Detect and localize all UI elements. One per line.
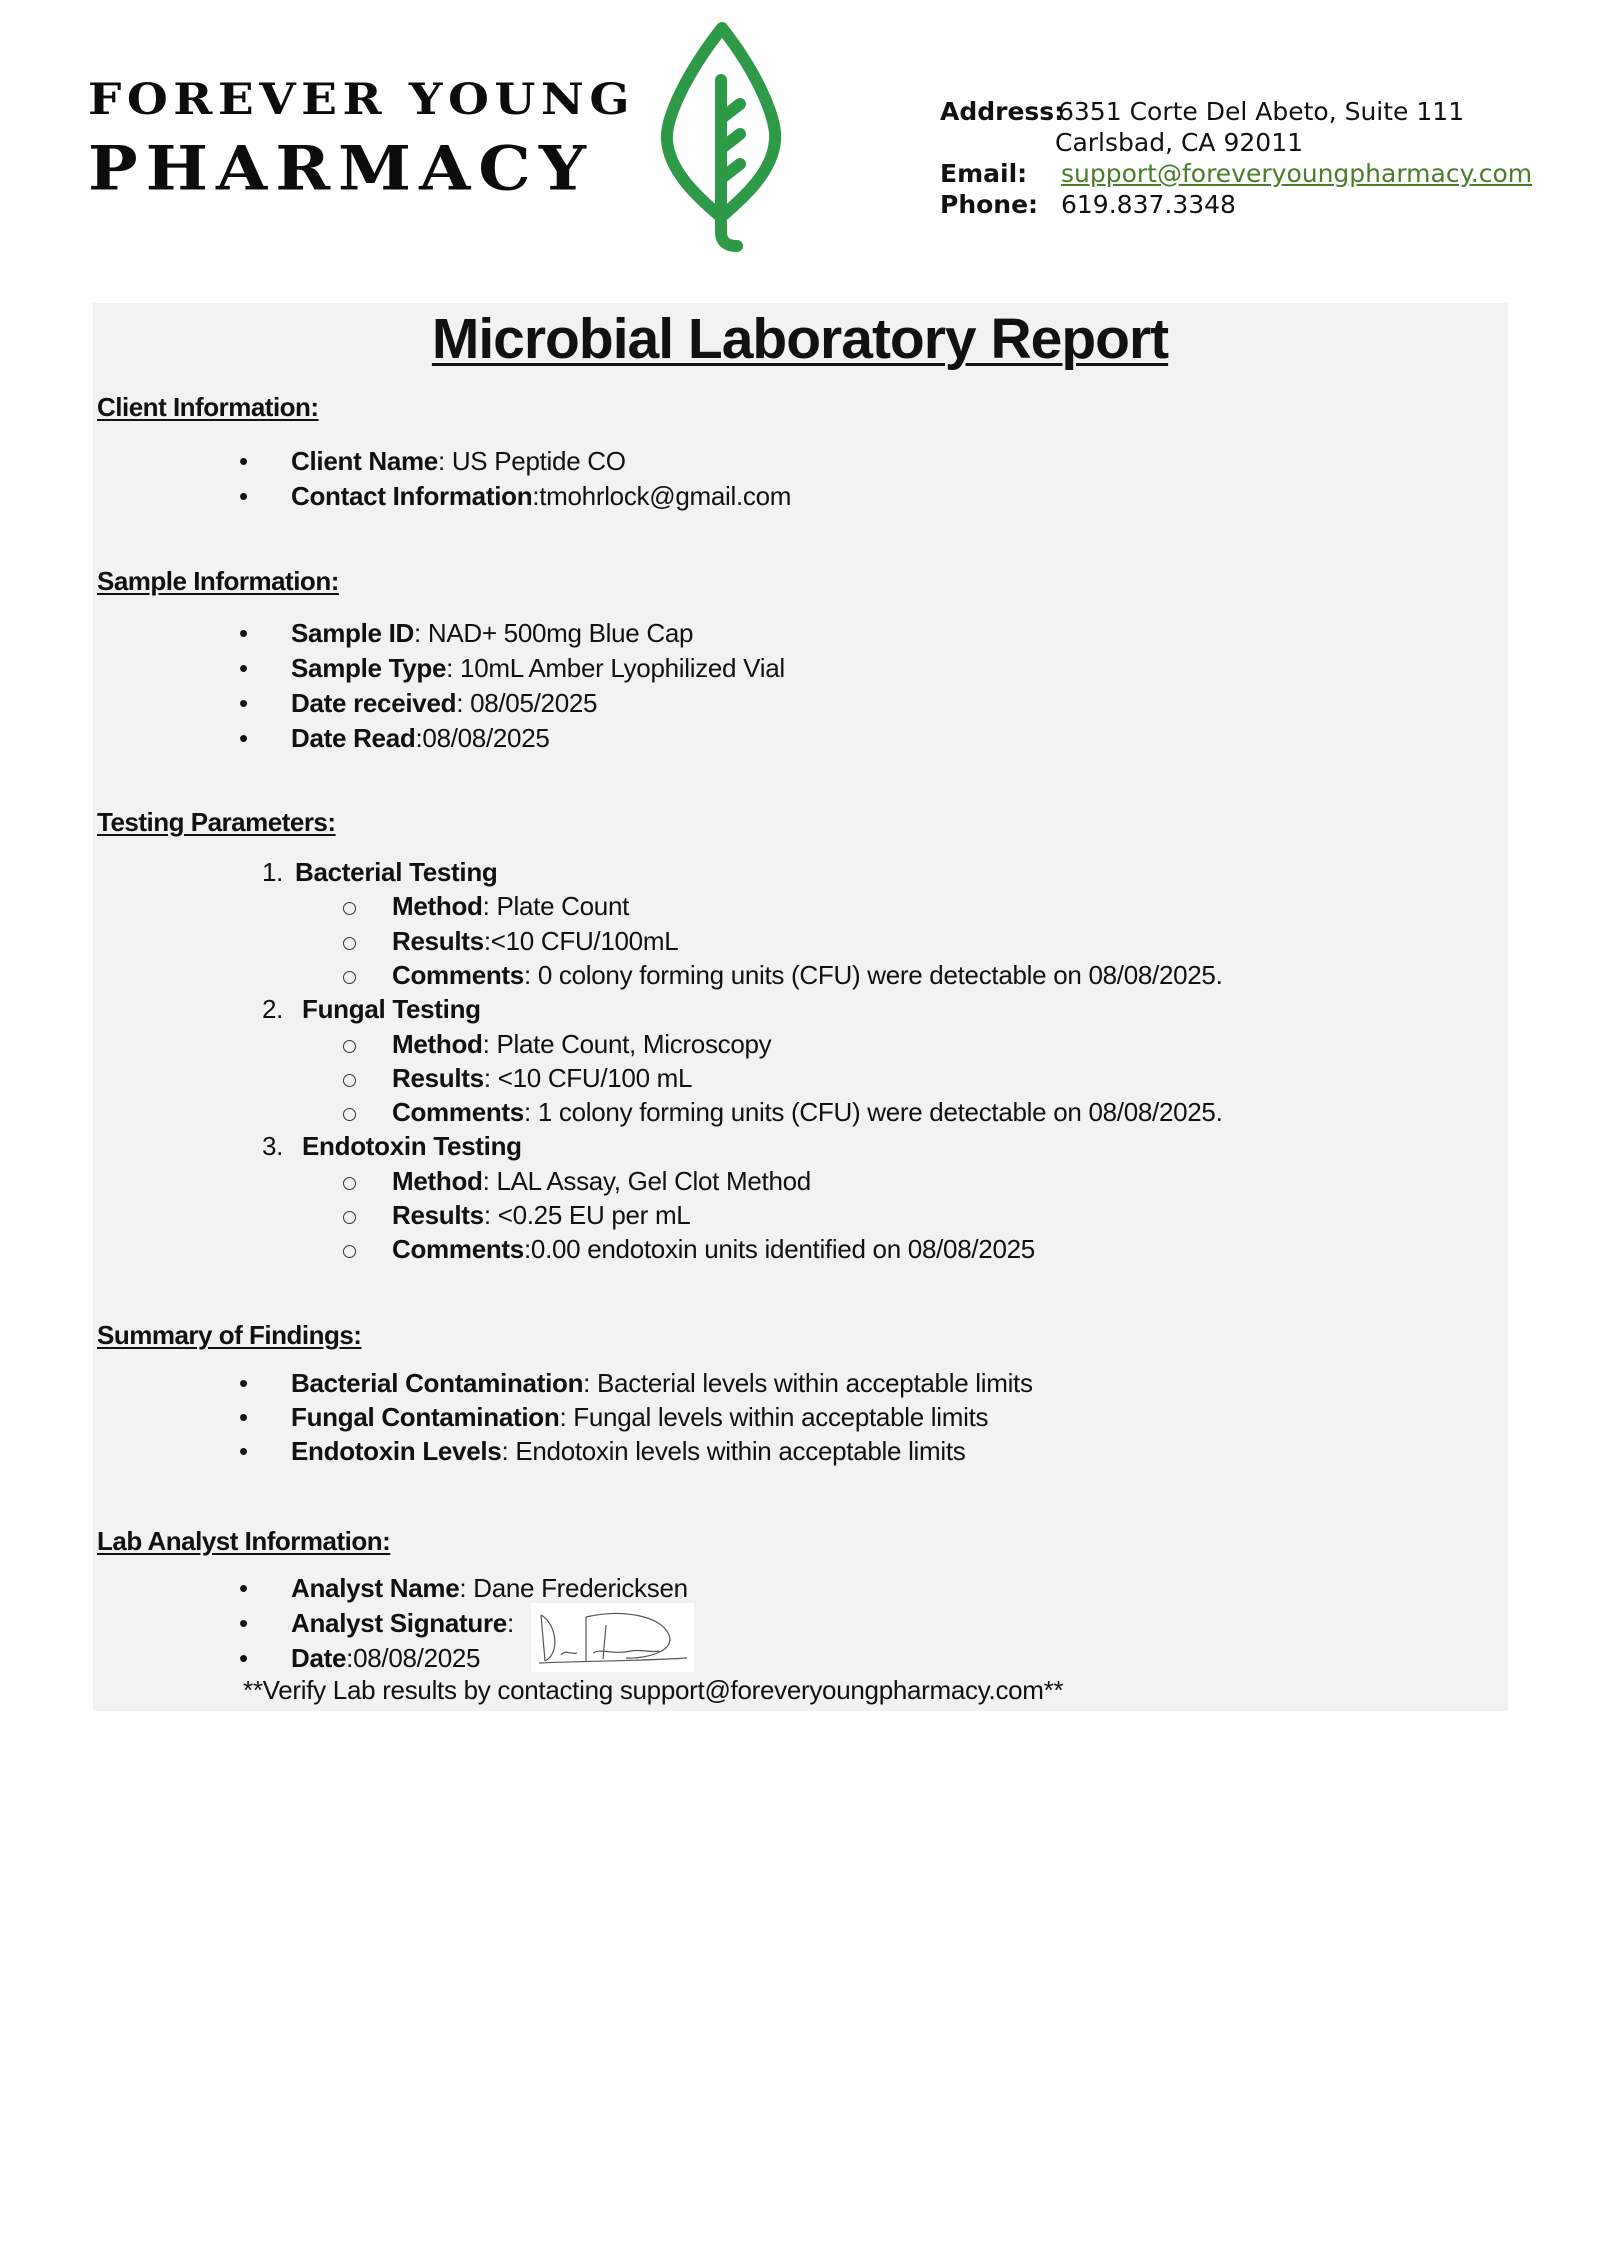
item-value: 08/08/2025 (353, 1643, 481, 1673)
detail-value: <10 CFU/100mL (490, 925, 679, 956)
client-info-item (291, 481, 791, 511)
item-value: US Peptide CO (451, 446, 626, 476)
detail-label: Comments (392, 1097, 524, 1128)
detail-label: Method (392, 891, 483, 922)
item-separator: : (415, 723, 423, 753)
circle-bullet-icon (343, 1211, 356, 1224)
verify-note: **Verify Lab results by contacting support@foreveryoungpharmacy.com** (243, 1675, 1064, 1705)
detail-separator: : (483, 1062, 498, 1093)
item-separator: : (346, 1643, 354, 1673)
item-value: 08/05/2025 (470, 688, 598, 718)
analyst-signature-image (531, 1603, 694, 1672)
detail-separator: : (482, 1028, 497, 1059)
detail-value: Plate Count, Microscopy (496, 1028, 772, 1059)
sample-info-item (291, 618, 693, 648)
bullet-icon: • (239, 1573, 249, 1603)
item-label: Analyst Signature (291, 1608, 507, 1638)
circle-bullet-icon (343, 937, 356, 950)
logo-text-forever-young: FOREVER YOUNG (88, 74, 635, 125)
detail-value: 1 colony forming units (CFU) were detectable on 08/08/2025. (537, 1097, 1223, 1128)
item-separator: : (501, 1436, 516, 1466)
test-name: Bacterial Testing (295, 857, 498, 887)
item-separator: : (414, 618, 428, 648)
item-separator: : (437, 446, 452, 476)
detail-value: <10 CFU/100 mL (497, 1062, 693, 1093)
detail-value: 0.00 endotoxin units identified on 08/08/2025 (530, 1234, 1035, 1265)
detail-value: LAL Assay, Gel Clot Method (496, 1165, 811, 1196)
item-value: Endotoxin levels within acceptable limits (515, 1436, 966, 1466)
item-separator: : (506, 1608, 514, 1638)
page-title: Microbial Laboratory Report (431, 307, 1169, 371)
circle-bullet-icon (343, 1108, 356, 1121)
bullet-icon: • (239, 1436, 249, 1466)
detail-label: Results (392, 1062, 484, 1093)
bullet-icon: • (239, 653, 249, 683)
bullet-icon: • (239, 446, 249, 476)
detail-separator: : (482, 891, 497, 922)
sample-info-item (291, 688, 597, 718)
detail-label: Method (392, 1028, 483, 1059)
item-separator: : (532, 481, 540, 511)
summary-item (291, 1436, 965, 1466)
circle-bullet-icon (343, 1074, 356, 1087)
detail-label: Results (392, 925, 484, 956)
bullet-icon: • (239, 481, 249, 511)
summary-item (291, 1368, 1033, 1398)
detail-label: Method (392, 1165, 483, 1196)
test-detail-row (392, 1234, 1035, 1264)
item-label: Analyst Name (291, 1573, 460, 1603)
item-label: Contact Information (291, 481, 533, 511)
sample-info-item (291, 653, 785, 683)
test-detail-row (392, 926, 678, 956)
sample-info-item (291, 723, 550, 753)
test-detail-row (392, 1200, 690, 1230)
section-heading-analyst: Lab Analyst Information: (97, 1526, 391, 1556)
item-value: 10mL Amber Lyophilized Vial (460, 653, 785, 683)
phone-number: 619.837.3348 (1061, 190, 1236, 219)
bullet-icon: • (239, 723, 249, 753)
item-separator: : (583, 1368, 598, 1398)
client-info-item (291, 446, 626, 476)
bullet-icon: • (239, 1402, 249, 1432)
section-heading-summary: Summary of Findings: (97, 1320, 362, 1350)
item-separator: : (446, 653, 461, 683)
item-value: NAD+ 500mg Blue Cap (427, 618, 694, 648)
leaf-logo-icon (655, 20, 795, 260)
phone-label: Phone: (940, 190, 1039, 219)
detail-separator: : (483, 1200, 498, 1230)
item-label: Date received (291, 688, 457, 718)
item-value: Dane Fredericksen (473, 1573, 688, 1603)
item-separator: : (459, 1573, 474, 1603)
section-heading-testing: Testing Parameters: (97, 807, 336, 837)
detail-separator: : (523, 959, 538, 990)
bullet-icon: • (239, 1643, 249, 1673)
test-detail-row (392, 1029, 771, 1059)
item-value: Bacterial levels within acceptable limits (597, 1368, 1033, 1398)
item-label: Endotoxin Levels (291, 1436, 502, 1466)
address-label: Address: (940, 97, 1065, 126)
item-label: Date Read (291, 723, 416, 753)
email-link[interactable]: support@foreveryoungpharmacy.com (1061, 159, 1533, 188)
circle-bullet-icon (343, 971, 356, 984)
item-value: 08/08/2025 (422, 723, 550, 753)
test-detail-row (392, 1097, 1223, 1127)
detail-label: Comments (392, 959, 524, 990)
bullet-icon: • (239, 618, 249, 648)
item-label: Fungal Contamination (291, 1402, 560, 1432)
detail-separator: : (482, 1165, 497, 1196)
item-label: Client Name (291, 446, 438, 476)
bullet-icon: • (239, 688, 249, 718)
bullet-icon: • (239, 1368, 249, 1398)
detail-label: Comments (392, 1234, 524, 1265)
logo-text-pharmacy: PHARMACY (88, 132, 594, 205)
item-label: Date (291, 1643, 347, 1673)
test-detail-row (392, 891, 629, 921)
analyst-item (291, 1573, 688, 1603)
address-line2: Carlsbad, CA 92011 (1055, 128, 1304, 157)
item-label: Sample ID (291, 618, 415, 648)
item-label: Bacterial Contamination (291, 1368, 584, 1398)
address-line1: 6351 Corte Del Abeto, Suite 111 (1058, 97, 1465, 126)
analyst-item (291, 1608, 514, 1638)
item-separator: : (456, 688, 471, 718)
circle-bullet-icon (343, 1040, 356, 1053)
item-separator: : (559, 1402, 574, 1432)
bullet-icon: • (239, 1608, 249, 1638)
test-number: 3. (262, 1131, 284, 1162)
email-label: Email: (940, 159, 1028, 188)
test-number: 2. (262, 994, 284, 1025)
detail-separator: : (483, 925, 491, 956)
email-link-container (1061, 158, 1532, 189)
detail-separator: : (523, 1234, 531, 1265)
section-heading-sample: Sample Information: (97, 566, 339, 596)
detail-label: Results (392, 1200, 484, 1230)
test-name: Fungal Testing (302, 994, 481, 1025)
summary-item (291, 1402, 988, 1432)
test-detail-row (392, 1166, 811, 1196)
test-number: 1. (262, 857, 284, 887)
test-detail-row (392, 960, 1223, 990)
test-detail-row (392, 1063, 692, 1093)
item-value: tmohrlock@gmail.com (539, 481, 792, 511)
circle-bullet-icon (343, 1177, 356, 1190)
item-value: Fungal levels within acceptable limits (573, 1402, 989, 1432)
detail-value: Plate Count (496, 891, 630, 922)
detail-value: 0 colony forming units (CFU) were detectable on 08/08/2025. (537, 959, 1223, 990)
test-name: Endotoxin Testing (302, 1131, 522, 1162)
analyst-item (291, 1643, 480, 1673)
item-label: Sample Type (291, 653, 447, 683)
section-heading-client: Client Information: (97, 392, 319, 422)
detail-value: <0.25 EU per mL (497, 1200, 691, 1230)
detail-separator: : (523, 1097, 538, 1128)
